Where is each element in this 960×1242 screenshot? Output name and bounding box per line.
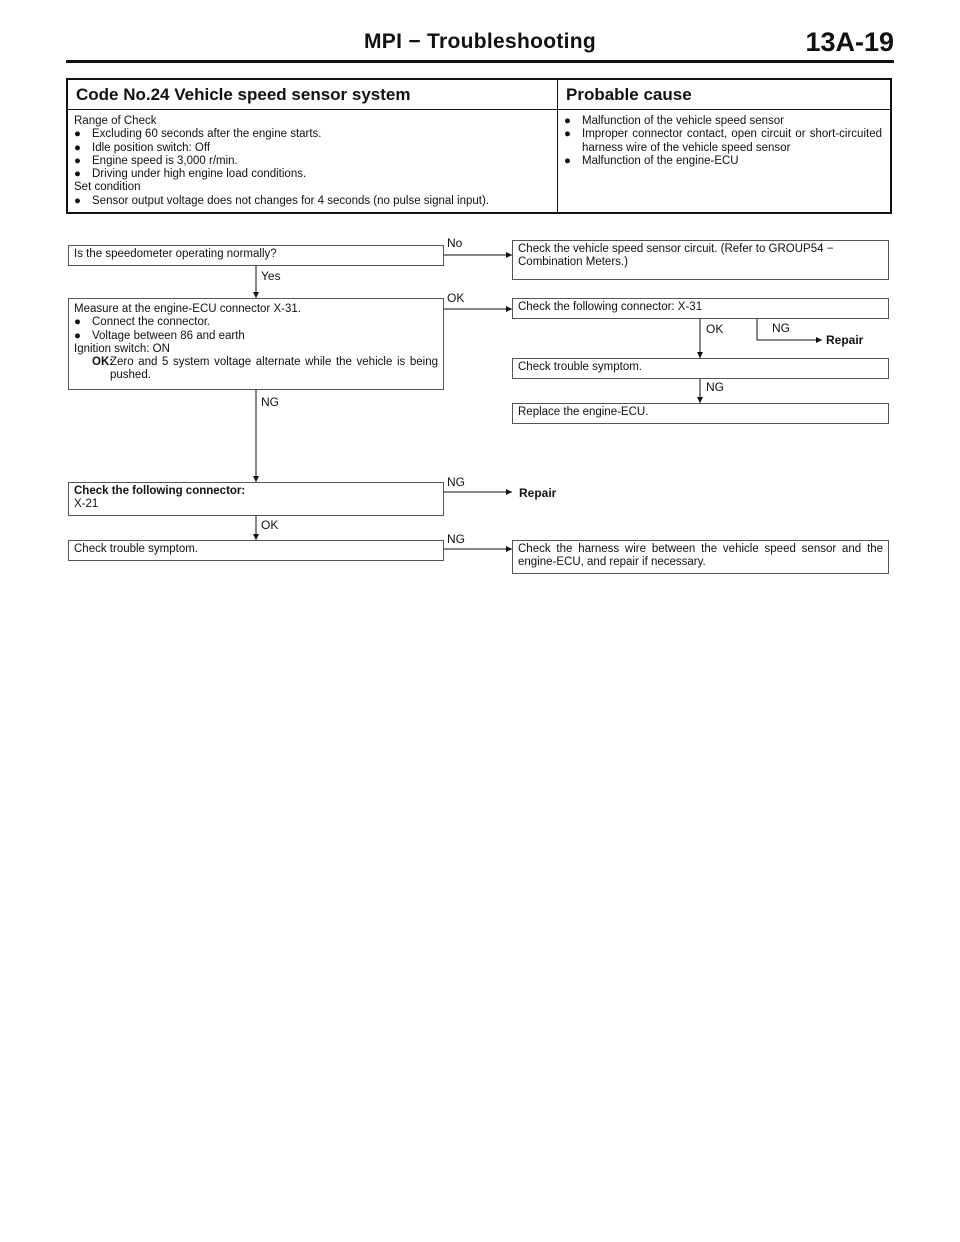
measure-ng-label: NG (261, 395, 279, 409)
connector-x21-box: Check the following connector: X-21 (68, 482, 444, 516)
replace-ecu-box: Replace the engine-ECU. (512, 403, 889, 424)
bullet-icon: ● (74, 168, 81, 181)
measure-ok-label: OK (447, 291, 465, 305)
bullet-icon: ● (74, 194, 81, 207)
cause-header: Probable cause (558, 80, 890, 110)
q1-yes-label: Yes (261, 269, 281, 283)
connector-x31-box: Check the following connector: X-31 (512, 298, 889, 319)
range-item: ● Idle position switch: Off (74, 141, 211, 154)
cause-item: ● Malfunction of the engine-ECU (564, 154, 739, 167)
bullet-icon: ● (74, 154, 81, 167)
range-item: ● Driving under high engine load conditions. (74, 168, 307, 181)
bullet-icon: ● (564, 154, 571, 167)
set-label: Set condition (74, 181, 141, 194)
trouble-symptom-box-1: Check trouble symptom. (512, 358, 889, 379)
repair-label: Repair (826, 333, 864, 347)
q1-no-label: No (447, 236, 463, 250)
range-item: ● Engine speed is 3,000 r/min. (74, 154, 238, 167)
page-number: 13A-19 (805, 27, 894, 57)
bullet-icon: ● (74, 128, 81, 141)
trouble-symptom-box-2: Check trouble symptom. (68, 540, 444, 561)
harness-check-box: Check the harness wire between the vehicle speed sensor and the engine-ECU, and repair if necessary. (512, 540, 889, 574)
bullet-icon: ● (564, 115, 571, 127)
x31-ok-label: OK (706, 322, 724, 336)
bullet-icon: ● (74, 141, 81, 154)
code-header: Code No.24 Vehicle speed sensor system (68, 80, 557, 110)
speedometer-question-box: Is the speedometer operating normally? (68, 245, 444, 266)
cause-item: ● Malfunction of the vehicle speed sensor (564, 115, 785, 127)
bullet-icon: ● (74, 329, 81, 342)
trouble1-ng-label: NG (706, 380, 724, 394)
bullet-icon: ● (564, 128, 571, 141)
x21-ok-label: OK (261, 518, 279, 532)
page-title: MPI − Troubleshooting (363, 30, 597, 53)
x31-ng-label: NG (772, 321, 790, 335)
measure-box: Measure at the engine-ECU connector X-31. ● Connect the connector. ● Voltage between 86 and earth Ignition switch: ON OK: Zero and 5 system voltage alternate while the vehicle is being pushed. (68, 298, 444, 390)
range-label: Range of Check (74, 115, 157, 127)
sensor-circuit-box: Check the vehicle speed sensor circuit. (Refer to GROUP54 − Combination Meters.) (512, 240, 889, 280)
range-item: ● Excluding 60 seconds after the engine starts. (74, 128, 322, 141)
set-item: ● Sensor output voltage does not changes for 4 seconds (no pulse signal input). (74, 194, 490, 207)
trouble2-ng-label: NG (447, 532, 465, 546)
cause-item: ● Improper connector contact, open circuit or short-circuited harness wire of the vehicle speed sensor (564, 128, 882, 154)
bullet-icon: ● (74, 316, 81, 329)
x21-ng-label: NG (447, 475, 465, 489)
repair-label-2: Repair (519, 486, 557, 500)
